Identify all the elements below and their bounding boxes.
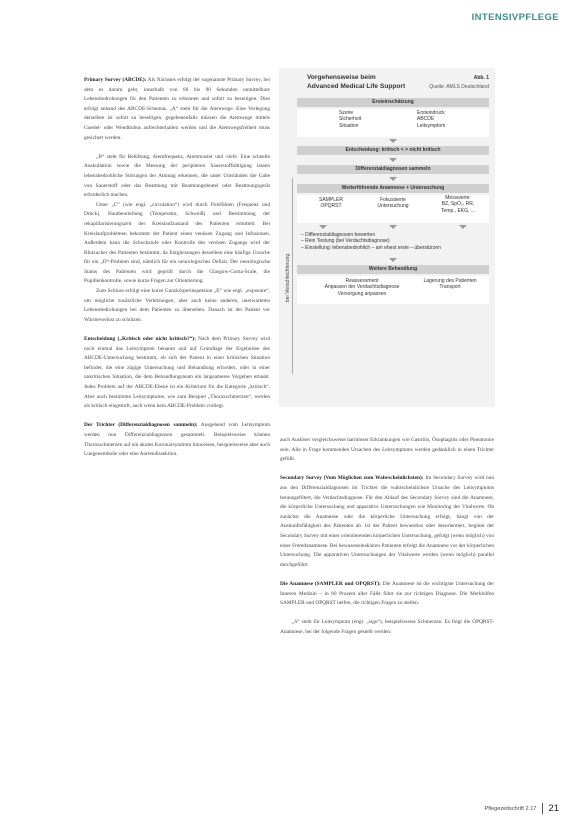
arrow-down-icon: [389, 258, 397, 262]
arrow-down-icon: [389, 158, 397, 162]
journal-name: Pflegezeitschrift 2.17: [484, 805, 537, 812]
paragraph: [84, 421, 270, 459]
paragraph-text: Ausgehend vom Leitsymptom werden nun Differenzialdiagnosen gesammelt. Beispielsweise können Thoraxschmerzen auf ein akutes Koronarsyndrom hinweisen, beispielsweise aber auch Lungenembolie oder eine Aortendissektion.: [84, 422, 270, 458]
paragraph: [280, 580, 494, 609]
step-treatment: Weitere Behandlung: [297, 265, 489, 274]
focused-exam: Fokussierte Untersuchung: [377, 197, 409, 210]
paragraph-text: Als Nächstes erfolgt der sogenannte Primary Survey, bei dem es darum geht, innerhalb von 60 bis 90 Sekunden unmittelbare Lebensbedrohungen für den Patienten zu erkennen und sofort zu beseitigen. Dies erfolgt anhand des ABCDE-Schemas. „A“ steht für die Atemwege. Eine Verlegung derselben ist sofort zu beseitigen, gegebenenfalls müssen die Atemwege mittels Guedel- oder Wendltubus aufrechterhalten werden und die Atemwegsfreiheit muss gesichert werden.: [84, 77, 270, 141]
paragraph-text: Die Anamnese ist die wichtigste Untersuchung der Inneren Medizin – in 80 Prozent aller Fälle führt sie zur richtigen Diagnose. Die Merkhilfen SAMPLER und OPQRST helfen, die richtigen Fragen zu stellen.: [280, 580, 494, 607]
step-first-assessment: Ersteinschätzung: [297, 98, 489, 107]
paragraph-lead: Primary Survey (ABCDE):: [84, 77, 147, 83]
arrow-down-icon: [389, 139, 397, 143]
paragraph-text: Nach dem Primary Survey wird noch einmal das Leitsymptom benannt und auf Grundlage der Ergebnisse des ABCDE-Untersuchung bestimmt, ob sich der Patient in einer kritischen Situation befindet, die eine zügige Untersuchung und Behandlung erfordert, oder in einer unkritischen Situation, die dem Behandlungsteam ein langsameres Vorgehen erlaubt. Jedes Problem auf der ABCDE-Ebene ist ein Kriterium für die Kategorie „kritisch“. Aber auch bestimmte Leitsymptome, wie zum Beispiel „Thoraxschmerzen“, werden als kritisch eingestuft, auch wenn kein ABCDE-Problem vorliegt.: [84, 336, 270, 410]
paragraph-text: Im Secondary Survey wird nun aus den Differenzialdiagnosen im Trichter die wahrscheinlichste Ursache des Leitsymptoms herausgefiltert, die Verdachtsdiagnose. Für den Ablauf des Secondary Survey sind die Anamnese, die körperliche Untersuchung und apparative Untersuchungen wie Monitoring der Vitalwerte. Ob zunächst die Anamnese oder die körperliche Untersuchung erfolgt, hängt von der Auskunftsfähigkeit des Patienten ab. Ist der Patient bewusstlos oder desorientiert, beginnt der Secondary Survey mit einer orientierenden körperlichen Untersuchung, gefolgt (wenn möglich) von einer Fremdanamnese. Bei bewusstseinsklaren Patienten erfolgt die Anamnese vor der körperlichen Untersuchung. Die apparativen Untersuchungen der Vitalwerte werden (wenn möglich) parallel durchgeführt.: [280, 475, 494, 568]
figure-source: Quelle: AMLS Deutschland: [429, 83, 489, 90]
paragraph-lead: Die Anamnese (SAMPLER und OPQRST):: [280, 580, 381, 587]
vital-measurements: Messwerte: BZ, SpO₂, RR, Temp., EKG, ...: [441, 195, 475, 214]
paragraph-text: „B“ steht für Belüftung, Atemfrequenz, Atemmuster und -tiefe. Eine schnelle Auskultation sowie die Messung der peripheren Sauerstoffsättigung lassen lebensbedrohliche Störungen der Atmung erkennen, die unter Umständen die Gabe von Sauerstoff oder das Beatmung mit Beatmungsbeutel oder Beatmungsgerät erforderlich machen.: [84, 153, 270, 199]
paragraph: [280, 436, 494, 465]
figure-meta: [429, 74, 489, 91]
page-number: 21: [542, 803, 559, 814]
left-column: [84, 76, 270, 469]
paragraph-lead: Der Trichter (Differenzialdiagnosen sammeln):: [84, 422, 198, 429]
transport-list: Lagerung des Patienten Transport: [423, 278, 477, 291]
deterioration-label: bei Verschlechterung: [285, 253, 292, 303]
paragraph-lead: Secondary Survey (Vom Möglichen zum Wahrscheinlichsten):: [280, 475, 424, 482]
section-header: INTENSIVPFLEGE: [471, 12, 559, 23]
paragraph: [84, 335, 270, 412]
evaluation-bullets: – Differenzialdiagnosen bewerten – Rein Testung (bei Verdachtsdiagnose) – Einstellung: lebensbedrohlich – am ehest erste – überstürzen: [301, 232, 441, 251]
figure-number: Abb. 1: [473, 75, 489, 81]
figure-title: Vorgehensweise beim Advanced Medical Life Support: [307, 74, 406, 90]
paragraph: [84, 76, 270, 143]
step-further-anamnesis: Weiterführende Anamnese + Untersuchung: [297, 184, 489, 193]
paragraph-text: Unter „C“ (wie engl. „circulation“) wird durch Pulsfühlen (Frequenz und Druck), Hautbeurteilung (Temperatur, Schweiß) und Bestimmung der rekapillarisierungszeit der Kreislaufzustand des Patienten ermittelt. Bei Kreislaufproblemen bekommt der Patient einen venösen Zugang und Infusionen. Außerdem kann die Schockstufe oder Kontrolle des venösen Zugangs wird der Blutzucker des Patienten bestimmt, da Entgleisungen desselben eine häufige Ursache für ein „D“-Problem sind, nämlich für ein neurologisches Defizit. Der neurologische Status des Patienten wird geprüft durch die Glasgow-Coma-Scale, die Pupillenkontrolle, sowie kurze Fragen zur Orientierung.: [84, 201, 270, 285]
sampler-opqrst: SAMPLER OPQRST: [319, 197, 343, 210]
arrow-down-icon: [389, 225, 397, 229]
step-decision: Entscheidung: kritisch < > nicht kritisch: [297, 146, 489, 155]
paragraph-lead: Entscheidung („Kritisch oder nicht kritisch?“):: [84, 336, 196, 343]
scene-box: [297, 109, 489, 137]
arrow-down-icon: [319, 225, 327, 229]
right-column: [280, 436, 494, 637]
paragraph-text: „S“ steht für Leitsymptom (engl. „sign“), beispielsweise Schmerzen. Es folgt die OPQRST-Anamnese, bei der folgende Fragen gestellt werden:: [280, 619, 494, 635]
paragraph: [84, 287, 270, 325]
paragraph: [84, 201, 270, 287]
reassessment-list: Reassessment Anpassen der Verdachtsdiagnose Versorgung anpassen: [324, 278, 400, 297]
paragraph-text: auch Auslöser vergleichsweise harmloser Erkrankungen wie Gastritis, Ösophagitis oder Pneumonie sein. Alle in Frage kommenden Ursachen des Leitsymptoms werden gedanklich in einen Trichter gefüllt.: [280, 437, 494, 463]
step-differential: Differenzialdiagnosen sammeln: [297, 165, 489, 174]
paragraph-text: Zum Schluss erfolgt eine kurze Ganzkörperinspektion „E“ wie engl. „exposure“, um mögliche zusätzliche Verletzungen, aber auch keine anderen, unerwarteten Lebensbedrohungen bei dem Patienten zu übersehen. Danach ist der Patient vor Wärmeverlust zu schützen.: [84, 288, 270, 323]
paragraph: [280, 474, 494, 570]
algorithm-figure: [279, 68, 495, 407]
scene-list: Szene Sicherheit Situation: [339, 110, 362, 129]
treatment-box: [297, 276, 489, 304]
anamnesis-box: [297, 195, 489, 223]
paragraph: [280, 618, 494, 637]
paragraph: [84, 153, 270, 201]
page-footer: [484, 803, 559, 814]
arrow-down-icon: [459, 225, 467, 229]
arrow-down-icon: [389, 177, 397, 181]
impression-list: Ersteindruck ABCDE Leitsymptom: [417, 110, 446, 129]
